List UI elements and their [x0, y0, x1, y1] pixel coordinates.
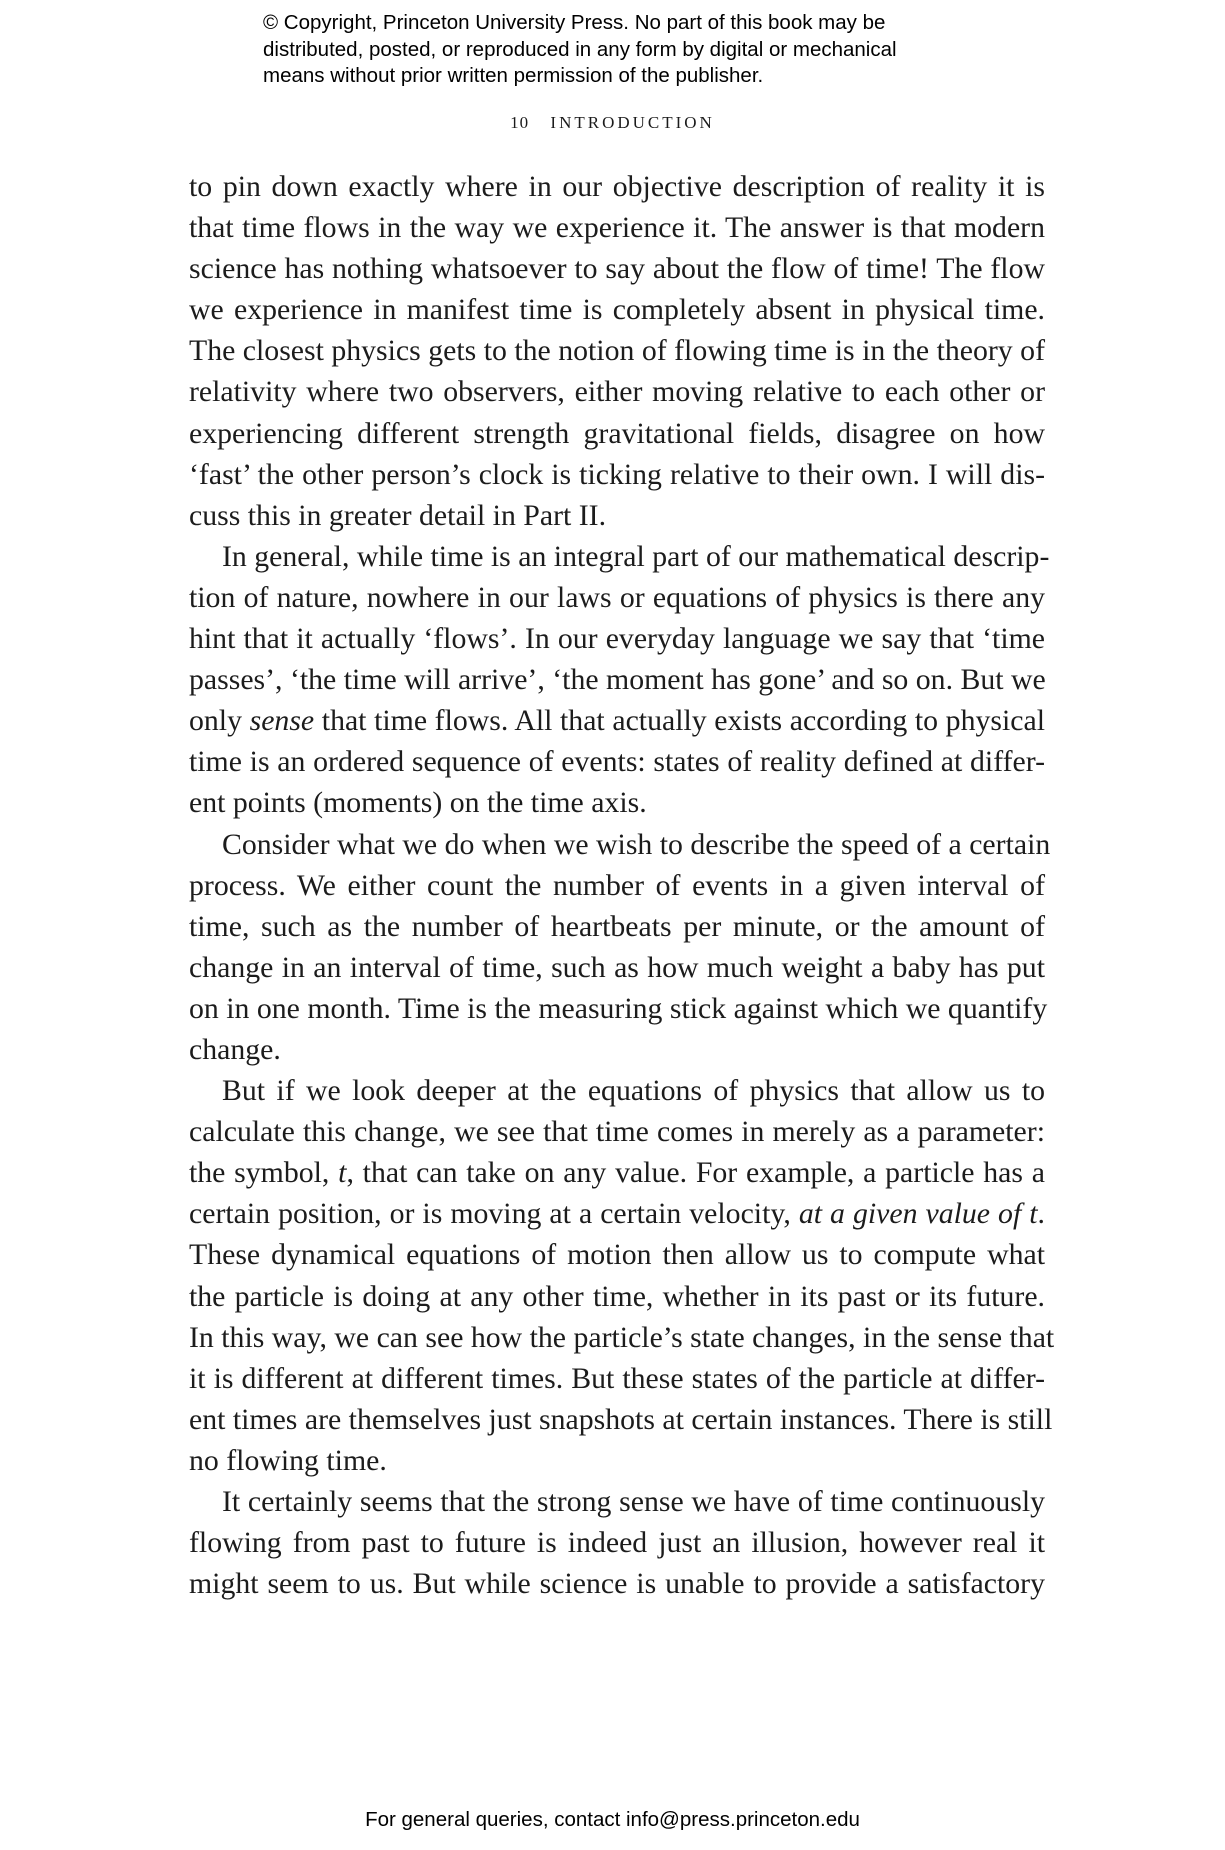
text-line: we experience in manifest time is completely absent in physical time. [189, 293, 1045, 327]
text-line: that time flows in the way we experience it. The answer is that modern [189, 211, 1045, 245]
text-segment: only [189, 704, 250, 738]
paragraph-first-line: But if we look deeper at the equations of physics that allow us to [222, 1074, 1045, 1108]
text-line: the particle is doing at any other time, whether in its past or its future. [189, 1279, 1045, 1313]
page-number: 10 [510, 113, 530, 132]
text-line: ent times are themselves just snapshots at certain instances. There is still [189, 1402, 1053, 1436]
emphasis-text: at a given value of t [798, 1197, 1038, 1231]
text-line: experiencing different strength gravitational fields, disagree on how [189, 416, 1045, 450]
text-line-with-emphasis [189, 700, 1045, 741]
text-line: These dynamical equations of motion then allow us to compute what [189, 1238, 1045, 1272]
paragraph-last-line: no flowing time. [189, 1443, 387, 1477]
text-line: change in an interval of time, such as how much weight a baby has put [189, 950, 1045, 984]
text-line: relativity where two observers, either moving relative to each other or [189, 375, 1045, 409]
running-title: INTRODUCTION [550, 113, 715, 132]
copyright-line: means without prior written permission of the publisher. [263, 64, 764, 87]
copyright-line: distributed, posted, or reproduced in any form by digital or mechanical [263, 37, 897, 61]
paragraph-last-line: change. [189, 1032, 281, 1066]
text-line: flowing from past to future is indeed just an illusion, however real it [189, 1526, 1045, 1560]
paragraph-first-line: It certainly seems that the strong sense we have of time continuously [222, 1485, 1045, 1518]
text-line: to pin down exactly where in our objective description of reality it is [189, 170, 1045, 203]
text-line-with-emphasis [189, 1193, 1045, 1234]
footer-text: For general queries, contact info@press.princeton.edu [365, 1808, 860, 1831]
paragraph-last-line: cuss this in greater detail in Part II. [189, 498, 607, 532]
text-line: might seem to us. But while science is unable to provide a satisfactory [189, 1567, 1045, 1601]
text-line: it is different at different times. But these states of the particle at differ- [189, 1361, 1045, 1395]
text-line: tion of nature, nowhere in our laws or equations of physics is there any [189, 580, 1045, 614]
text-line: The closest physics gets to the notion of flowing time is in the theory of [189, 334, 1045, 368]
text-segment: , that can take on any value. For example, a particle has a [346, 1156, 1045, 1190]
text-line: on in one month. Time is the measuring stick against which we quantify [189, 991, 1048, 1025]
text-line-with-emphasis [189, 1152, 1045, 1193]
body-text [189, 166, 1055, 1604]
emphasis-text: sense [249, 704, 315, 738]
text-line: process. We either count the number of events in a given interval of [189, 868, 1045, 902]
copyright-notice [263, 10, 983, 90]
text-line: calculate this change, we see that time comes in merely as a parameter: [189, 1115, 1045, 1149]
text-segment: . [1037, 1197, 1045, 1231]
text-segment: the symbol, [189, 1156, 339, 1190]
text-line: science has nothing whatsoever to say about the flow of time! The flow [189, 252, 1045, 286]
copyright-line: © Copyright, Princeton University Press. No part of this book may be [263, 11, 886, 34]
paragraph-first-line: Consider what we do when we wish to describe the speed of a certain [222, 827, 1051, 861]
running-head [0, 113, 1225, 133]
text-line: passes’, ‘the time will arrive’, ‘the moment has gone’ and so on. But we [189, 663, 1046, 697]
footer-contact [0, 1808, 1225, 1832]
emphasis-text: t [338, 1156, 347, 1190]
paragraph-last-line: ent points (moments) on the time axis. [189, 786, 647, 820]
paragraph-first-line: In general, while time is an integral part of our mathematical descrip- [222, 539, 1050, 573]
text-line: In this way, we can see how the particle’s state changes, in the sense that [189, 1320, 1055, 1354]
text-line: hint that it actually ‘flows’. In our everyday language we say that ‘time [189, 622, 1045, 656]
text-line: ‘fast’ the other person’s clock is ticking relative to their own. I will dis- [189, 457, 1045, 491]
text-line: time is an ordered sequence of events: states of reality defined at differ- [189, 745, 1045, 779]
text-segment: certain position, or is moving at a certain velocity, [189, 1197, 799, 1231]
text-line: time, such as the number of heartbeats per minute, or the amount of [189, 909, 1045, 943]
text-segment: that time flows. All that actually exists according to physical [314, 704, 1045, 738]
